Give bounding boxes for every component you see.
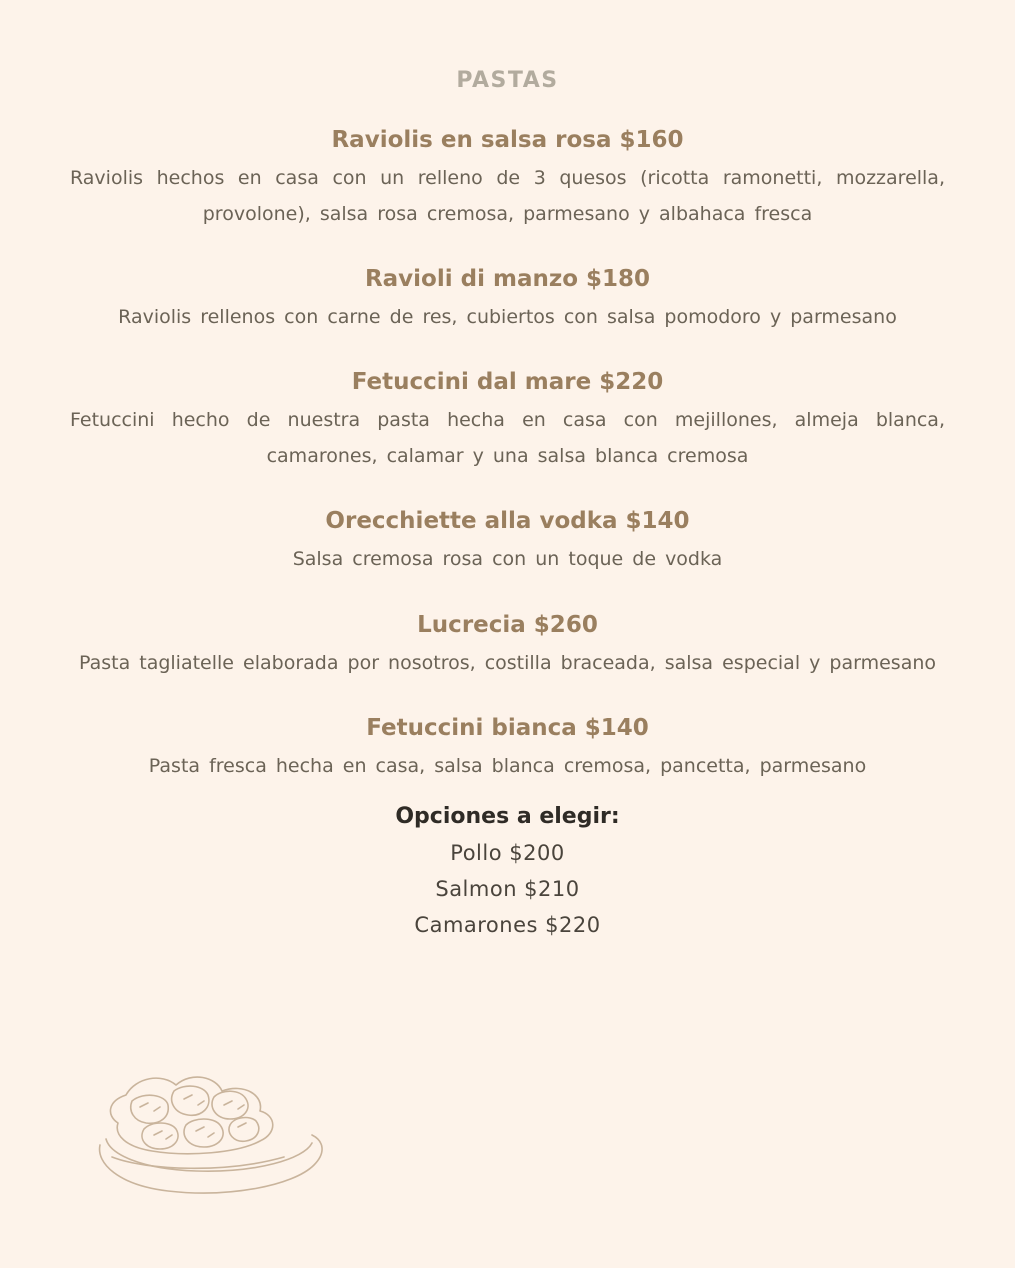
page-title: PASTAS xyxy=(456,68,559,93)
menu-item xyxy=(0,612,1015,681)
menu-item-description: Raviolis rellenos con carne de res, cubiertos con salsa pomodoro y parmesano xyxy=(118,306,897,329)
ravioli-plate-icon xyxy=(88,1053,338,1203)
menu-item-description: Pasta fresca hecha en casa, salsa blanca cremosa, pancetta, parmesano xyxy=(148,754,867,777)
menu-item-description: Pasta tagliatelle elaborada por nosotros, costilla braceada, salsa especial y parmesano xyxy=(78,651,937,674)
menu-item-name: Fetuccini dal mare $220 xyxy=(351,369,664,396)
menu-item xyxy=(0,127,1015,232)
option-item: Salmon $210 xyxy=(435,876,580,901)
menu-item xyxy=(0,715,1015,784)
menu-item-description: Raviolis hechos en casa con un relleno de 3 quesos (ricotta ramonetti, mozzarella, provolone), salsa rosa cremosa, parmesano y albahaca fresca xyxy=(70,167,945,226)
menu-item-description: Fetuccini hecho de nuestra pasta hecha en casa con mejillones, almeja blanca, camarones, calamar y una salsa blanca cremosa xyxy=(70,409,945,468)
menu-item-name: Lucrecia $260 xyxy=(417,611,598,638)
menu-item-name: Ravioli di manzo $180 xyxy=(364,266,651,293)
options-section xyxy=(0,804,1015,943)
option-item: Camarones $220 xyxy=(414,912,601,937)
option-item: Pollo $200 xyxy=(450,840,565,865)
menu-item-name: Orecchiette alla vodka $140 xyxy=(325,508,690,535)
options-title: Opciones a elegir: xyxy=(395,803,620,829)
menu-item-name: Raviolis en salsa rosa $160 xyxy=(331,127,684,153)
menu-item-name: Fetuccini bianca $140 xyxy=(366,714,649,741)
menu-item xyxy=(0,508,1015,577)
menu-item xyxy=(0,266,1015,335)
menu-page xyxy=(0,68,1015,1268)
menu-item xyxy=(0,369,1015,474)
menu-item-description: Salsa cremosa rosa con un toque de vodka xyxy=(292,548,723,571)
